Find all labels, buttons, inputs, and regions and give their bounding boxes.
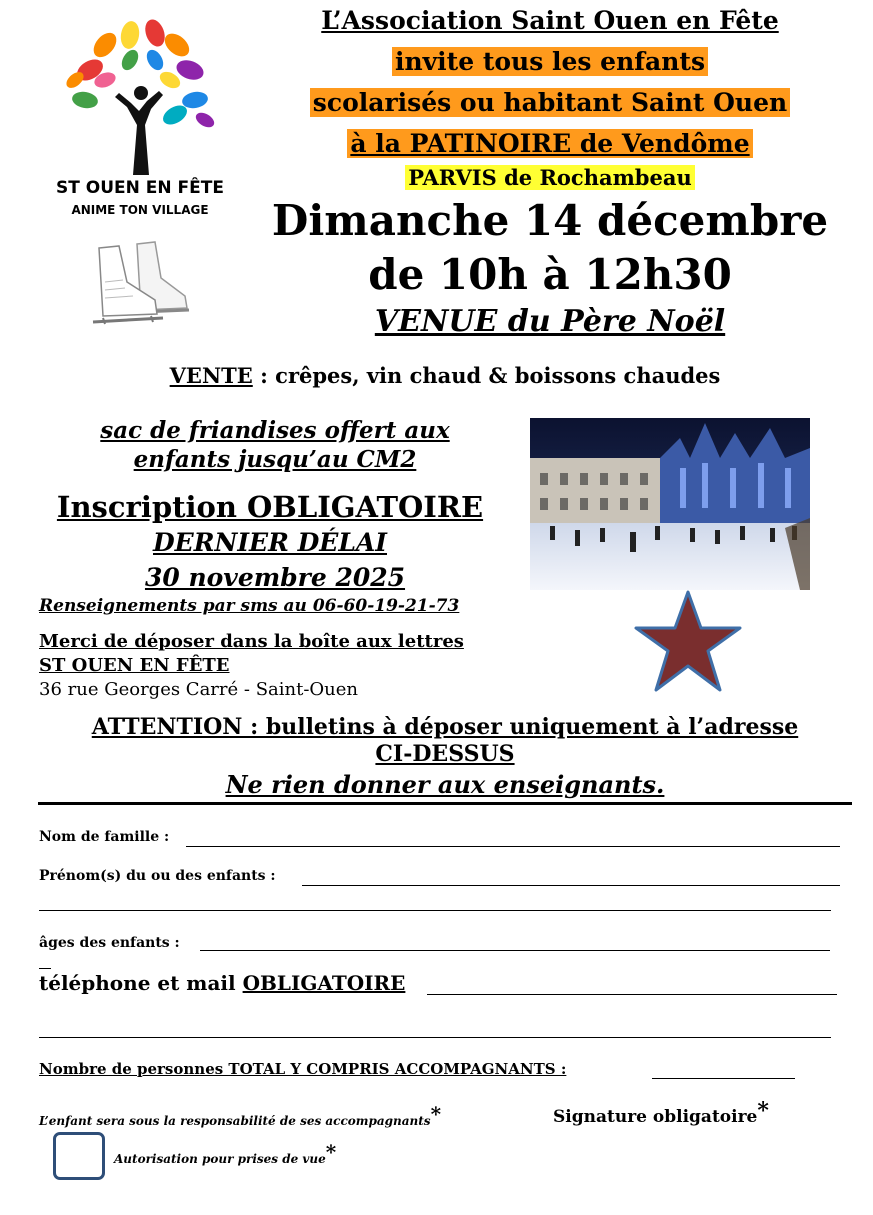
vente-label: VENTE xyxy=(169,363,253,388)
responsabilite-asterisk: * xyxy=(430,1102,442,1126)
header-parvis xyxy=(250,165,850,190)
deposit-line-2: ST OUEN EN FÊTE xyxy=(39,655,230,676)
event-date: Dimanche 14 décembre xyxy=(271,196,829,245)
inscription-title: Inscription OBLIGATOIRE xyxy=(56,490,484,524)
tel-required: OBLIGATOIRE xyxy=(242,971,406,995)
tel-field[interactable] xyxy=(427,980,837,995)
ice-skates-icon xyxy=(85,238,195,333)
signature-label xyxy=(553,1098,769,1127)
signature-asterisk: * xyxy=(757,1098,769,1124)
gift-line-2: enfants jusqu’au CM2 xyxy=(133,446,417,473)
divider xyxy=(38,802,852,805)
deadline-label: DERNIER DÉLAI xyxy=(153,528,387,557)
tel-field-extra[interactable] xyxy=(39,1023,831,1038)
deposit-line-1: Merci de déposer dans la boîte aux lettres xyxy=(39,631,464,652)
prenom-field-extra[interactable] xyxy=(39,896,831,911)
nom-label: Nom de famille : xyxy=(39,829,170,845)
skating-rink-photo xyxy=(530,418,810,590)
header-association: L’Association Saint Ouen en Fête xyxy=(321,6,779,35)
ages-field-extra[interactable] xyxy=(39,958,51,969)
star-icon xyxy=(632,588,744,694)
event-santa: VENUE du Père Noël xyxy=(374,304,726,339)
sms-info: Renseignements par sms au 06-60-19-21-73 xyxy=(39,596,460,616)
hands-tree-logo-icon xyxy=(55,15,225,175)
logo-name: ST OUEN EN FÊTE xyxy=(56,178,224,198)
autorisation-text: Autorisation pour prises de vue xyxy=(114,1152,326,1166)
header-scolarises xyxy=(250,88,850,117)
gift-line-1: sac de friandises offert aux xyxy=(100,417,450,444)
logo xyxy=(55,15,225,225)
header-invite xyxy=(250,47,850,76)
deadline-date: 30 novembre 2025 xyxy=(144,563,406,592)
header-invite-text: invite tous les enfants xyxy=(392,47,708,76)
logo-tagline: ANIME TON VILLAGE xyxy=(71,203,209,217)
vente-line xyxy=(0,363,873,388)
header-parvis-text: PARVIS de Rochambeau xyxy=(405,165,694,190)
attention-line-1: ATTENTION : bulletins à déposer uniquement à l’adresse xyxy=(91,714,799,740)
tel-label-text: téléphone et mail xyxy=(39,971,243,995)
nom-field[interactable] xyxy=(186,832,840,847)
autorisation-checkbox[interactable] xyxy=(53,1132,105,1180)
prenom-field[interactable] xyxy=(302,871,840,886)
signature-text: Signature obligatoire xyxy=(553,1107,758,1127)
responsabilite-note xyxy=(39,1102,441,1128)
total-label: Nombre de personnes TOTAL Y COMPRIS ACCOMPAGNANTS : xyxy=(39,1060,567,1078)
responsabilite-text: L’enfant sera sous la responsabilité de ses accompagnants xyxy=(39,1114,431,1128)
tel-label xyxy=(39,971,405,995)
autorisation-label xyxy=(114,1140,336,1166)
deposit-address: 36 rue Georges Carré - Saint-Ouen xyxy=(39,679,359,700)
header-patinoire xyxy=(250,129,850,158)
event-time: de 10h à 12h30 xyxy=(368,250,732,299)
total-field[interactable] xyxy=(652,1064,795,1079)
ages-field[interactable] xyxy=(200,936,830,951)
header-patinoire-text: à la PATINOIRE de Vendôme xyxy=(347,129,752,158)
header-scolarises-text: scolarisés ou habitant Saint Ouen xyxy=(310,88,790,117)
prenom-label: Prénom(s) du ou des enfants : xyxy=(39,868,276,884)
ages-label: âges des enfants : xyxy=(39,935,180,951)
autorisation-asterisk: * xyxy=(325,1140,337,1164)
attention-line-3: Ne rien donner aux enseignants. xyxy=(225,770,665,799)
vente-text: : crêpes, vin chaud & boissons chaudes xyxy=(252,363,721,388)
attention-line-2: CI-DESSUS xyxy=(375,741,515,767)
